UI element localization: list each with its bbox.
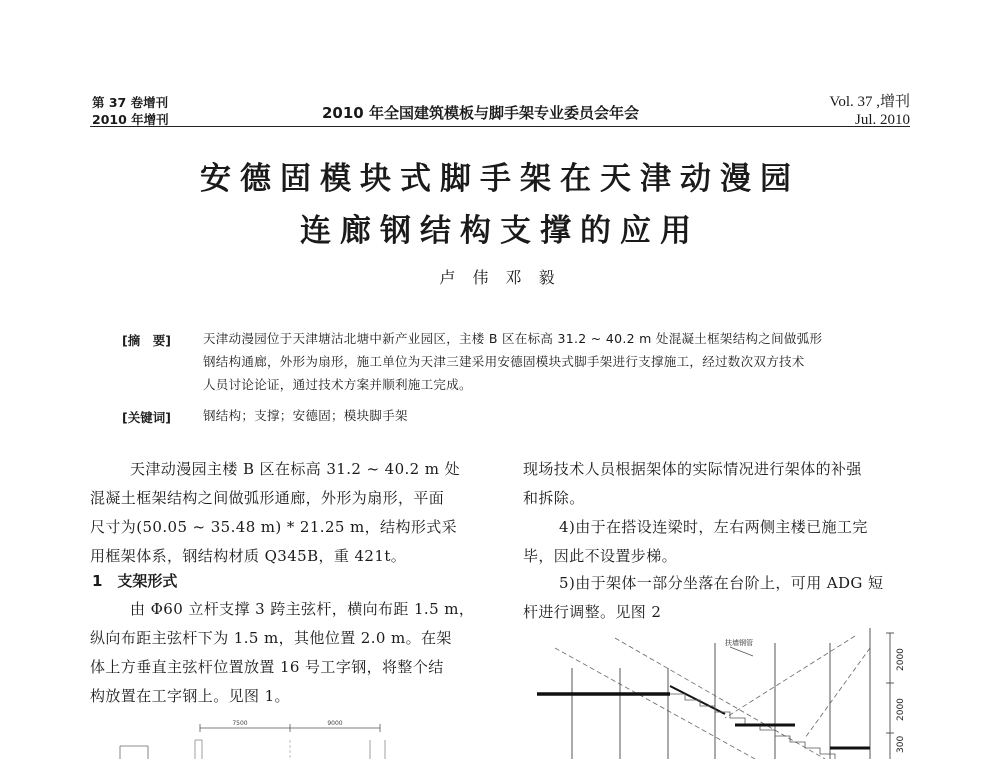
figure2-dim-label: 2000 [896,648,906,671]
left-para1 [90,455,460,571]
left-para2 [90,595,474,711]
article-authors: 卢 伟 邓 毅 [439,268,561,287]
article-title-line1: 安德固模块式脚手架在天津动漫园 [200,161,800,197]
figure2-brace [805,648,870,738]
figure2-brace [725,636,855,718]
right-item4 [523,513,868,571]
header-rule [90,126,910,127]
body-line: 毕，因此不设置步梯。 [523,547,678,565]
journal-volume-en-block [829,93,910,129]
figure1-dim-label-left: 7500 [232,720,248,727]
abstract-text [203,327,822,396]
body-line: 4)由于在搭设连梁时，左右两侧主楼已施工完 [559,518,868,536]
figure1-dim-label-right: 9000 [327,720,343,727]
journal-volume-block [92,94,169,128]
body-line: 混凝土框架结构之间做弧形通廊，外形为扇形，平面 [90,489,445,507]
body-line: 和拆除。 [523,489,585,507]
abstract-line: 钢结构通廊，外形为扇形，施工单位为天津三建采用安德固模块式脚手架进行支撑施工，经过数次双方技术 [203,354,805,369]
body-line: 5)由于架体一部分坐落在台阶上，可用 ADG 短 [559,574,884,592]
figure2-callout-leader [730,647,753,656]
section1-heading: 1 支架形式 [92,572,178,590]
abstract-line: 人员讨论论证，通过技术方案并顺利施工完成。 [203,377,472,392]
body-line: 尺寸为(50.05 ~ 35.48 m) * 21.25 m，结构形式采 [90,518,458,536]
article-title-line2: 连廊钢结构支撑的应用 [300,213,700,249]
body-line: 杆进行调整。见图 2 [523,603,662,621]
figure2-brace [555,648,755,759]
right-item5 [523,569,883,627]
abstract-label: [摘 要] [122,333,171,348]
keywords-label: [关键词] [122,410,171,425]
figure2-callout: 扶墙钢管 [725,639,753,647]
journal-year-cn: 2010 年增刊 [92,112,169,127]
conference-name: 2010 年全国建筑模板与脚手架专业委员会年会 [322,104,639,122]
keywords-text: 钢结构；支撑；安德固；模块脚手架 [203,408,408,423]
body-line: 现场技术人员根据架体的实际情况进行架体的补强 [523,460,862,478]
journal-volume-en: Vol. 37 ,增刊 [829,94,910,110]
journal-volume-cn: 第 37 卷增刊 [92,95,169,110]
body-line: 纵向布距主弦杆下为 1.5 m，其他位置 2.0 m。在架 [90,629,452,647]
body-line: 用框架体系，钢结构材质 Q345B，重 421t。 [90,547,407,565]
figure2-dim-label: 2000 [896,698,906,721]
figure1-drawing [100,716,500,759]
journal-date-en: Jul. 2010 [854,112,910,128]
body-line: 天津动漫园主楼 B 区在标高 31.2 ~ 40.2 m 处 [130,460,460,478]
body-line: 构放置在工字钢上。见图 1。 [90,687,290,705]
figure2-dim-label: 300 [896,735,906,753]
figure2-drawing [525,628,920,759]
right-para-cont [523,455,862,513]
abstract-line: 天津动漫园位于天津塘沽北塘中新产业园区，主楼 B 区在标高 31.2 ~ 40.2 m 处混凝土框架结构之间做弧形 [203,331,823,346]
body-line: 体上方垂直主弦杆位置放置 16 号工字钢，将整个结 [90,658,444,676]
body-line: 由 Φ60 立杆支撑 3 跨主弦杆，横向布距 1.5 m， [130,600,475,618]
